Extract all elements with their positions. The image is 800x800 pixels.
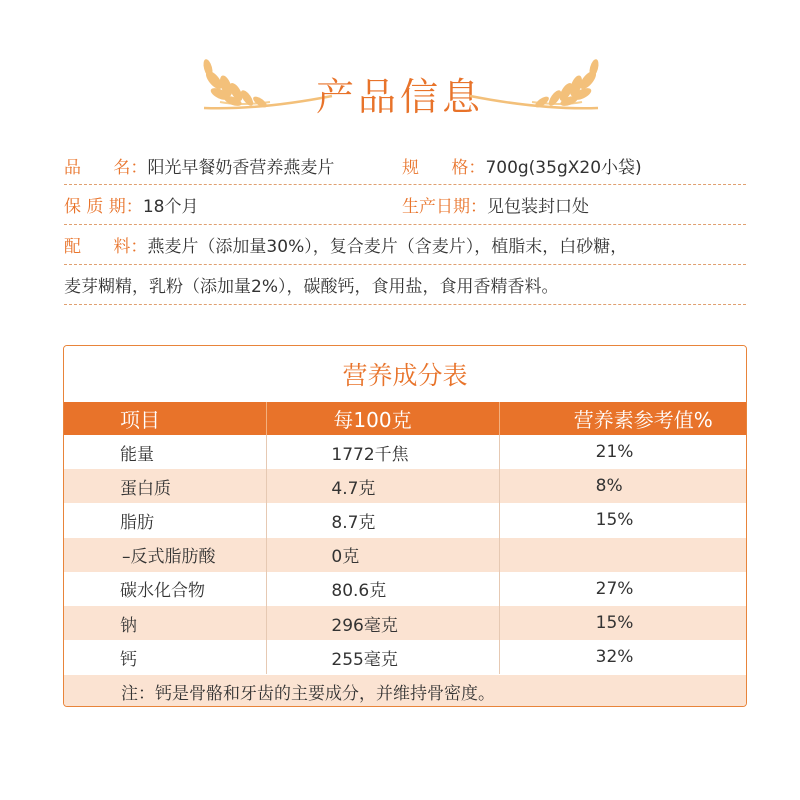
row-item: 能量 bbox=[120, 444, 154, 465]
header bbox=[0, 52, 800, 122]
table-row bbox=[64, 538, 746, 572]
table-row bbox=[64, 640, 746, 674]
info-row-ingredients-cont bbox=[64, 265, 746, 305]
row-nrv: 8% bbox=[595, 476, 623, 497]
spec-value: 700g(35gX20小袋) bbox=[485, 157, 642, 178]
shelf-label: 保 质 期： bbox=[64, 197, 143, 217]
ingredients-line-1: 燕麦片（添加量30%），复合麦片（含麦片），植脂末，白砂糖， bbox=[147, 237, 628, 257]
row-nrv: 15% bbox=[595, 613, 634, 634]
date-label: 生产日期： bbox=[402, 197, 487, 217]
shelf-value: 18个月 bbox=[142, 197, 199, 217]
info-row-shelf bbox=[64, 185, 746, 225]
info-row-ingredients bbox=[64, 225, 746, 265]
ingredients-line-2: 麦芽糊精，乳粉（添加量2%），碳酸钙，食用盐，食用香精香料。 bbox=[64, 277, 559, 297]
page-title: 产品信息 bbox=[315, 75, 484, 119]
name-label: 品 名： bbox=[64, 157, 148, 178]
nutrition-table bbox=[63, 345, 747, 707]
ingredients-label: 配 料： bbox=[64, 237, 148, 257]
row-amount: 255毫克 bbox=[266, 640, 499, 674]
table-row bbox=[64, 469, 746, 503]
table-row bbox=[64, 503, 746, 537]
date-value: 见包装封口处 bbox=[487, 197, 589, 217]
row-item: 脂肪 bbox=[120, 512, 154, 533]
row-item: 碳水化合物 bbox=[120, 581, 205, 602]
row-amount: 0克 bbox=[266, 538, 499, 572]
info-row-name bbox=[64, 146, 746, 185]
row-amount: 4.7克 bbox=[266, 469, 499, 503]
row-nrv: 32% bbox=[595, 647, 634, 668]
table-row bbox=[64, 606, 746, 640]
row-nrv: 15% bbox=[595, 510, 634, 531]
row-item: 蛋白质 bbox=[120, 478, 171, 499]
header-nrv: 营养素参考值% bbox=[573, 408, 713, 432]
row-nrv bbox=[500, 538, 746, 572]
row-nrv: 21% bbox=[595, 442, 634, 463]
row-nrv: 27% bbox=[595, 578, 634, 599]
table-row bbox=[64, 435, 746, 469]
row-item: 钠 bbox=[120, 615, 137, 636]
row-amount: 1772千焦 bbox=[266, 435, 499, 469]
header-per-100g: 每100克 bbox=[266, 402, 499, 435]
row-item: –反式脂肪酸 bbox=[122, 547, 216, 568]
name-value: 阳光早餐奶香营养燕麦片 bbox=[147, 157, 335, 178]
nutrition-header-row bbox=[64, 402, 746, 435]
row-amount: 296毫克 bbox=[266, 606, 499, 640]
row-item: 钙 bbox=[120, 649, 137, 670]
table-row bbox=[64, 572, 746, 606]
header-item: 项目 bbox=[120, 408, 160, 432]
row-amount: 80.6克 bbox=[266, 572, 499, 606]
nutrition-note: 注：钙是骨骼和牙齿的主要成分，并维持骨密度。 bbox=[64, 674, 746, 707]
spec-label: 规 格： bbox=[402, 157, 486, 178]
row-amount: 8.7克 bbox=[266, 503, 499, 537]
nutrition-title: 营养成分表 bbox=[64, 346, 746, 402]
wheat-right-icon bbox=[462, 52, 602, 116]
product-info bbox=[64, 146, 746, 305]
